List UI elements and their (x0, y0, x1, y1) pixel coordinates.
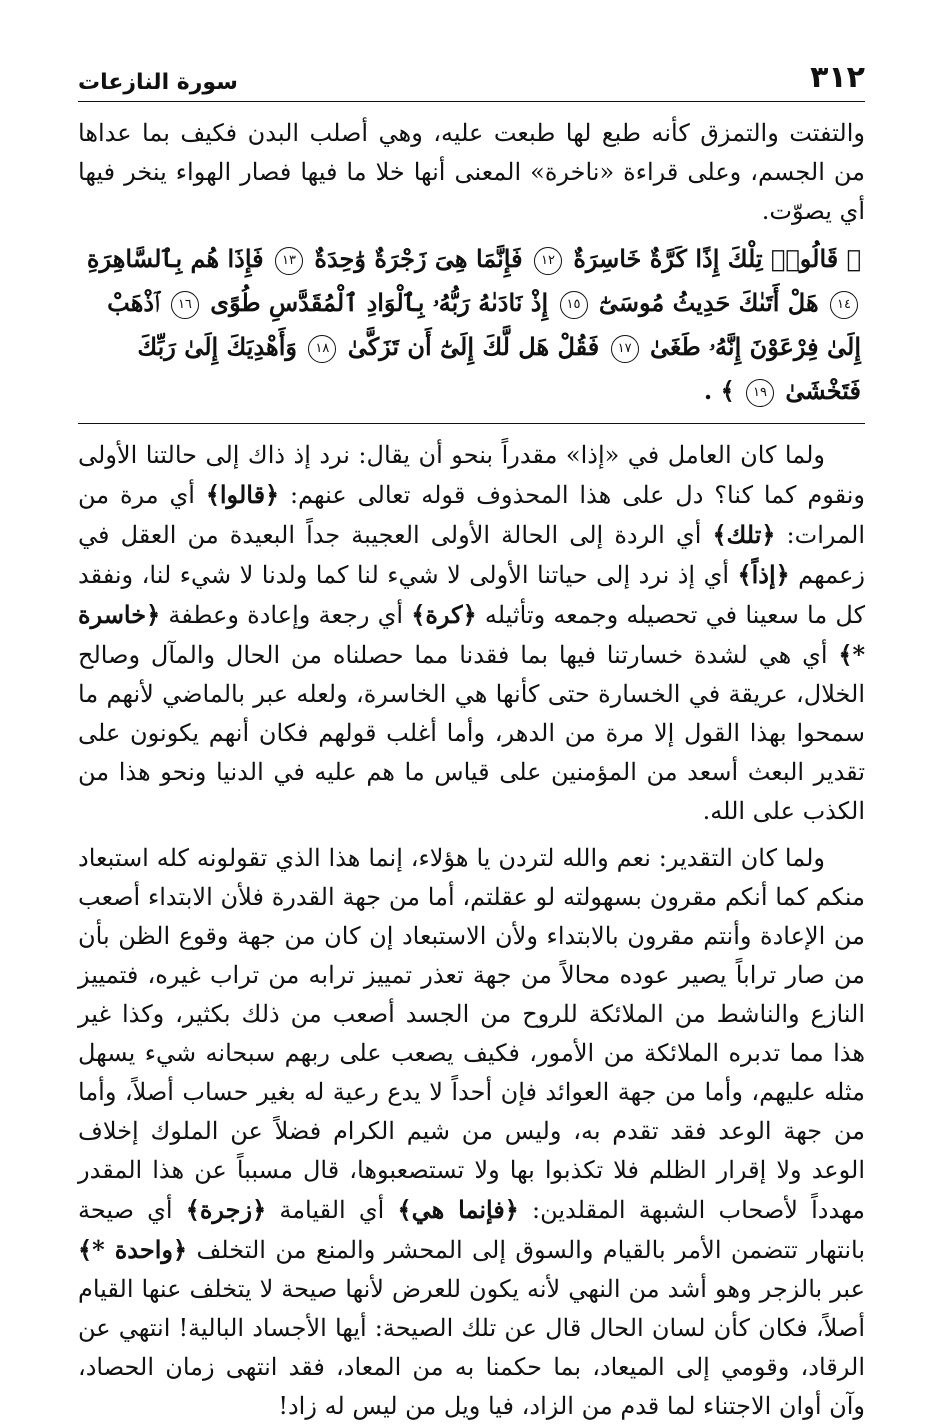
verse-text: إِذْ نَادَىٰهُ رَبُّهُۥ بِٱلْوَادِ ٱلْمُقَدَّسِ طُوًى (210, 288, 549, 317)
text-run: أي إذ نرد إلى حياتنا الأولى لا شيء لنا كما ولدنا لا شيء لنا، ونفقد كل ما سعينا في تحصيله وجمعه وتأثيله (78, 561, 865, 629)
verse-text: فَقُلْ هَل لَّكَ إِلَىٰٓ أَن تَزَكَّىٰ (347, 332, 600, 361)
verse-open-bracket: ﴿ (846, 244, 861, 273)
quoted-word: ﴿قالوا﴾ (205, 480, 280, 509)
text-run: أي رجعة وإعادة وعطفة (160, 601, 412, 629)
text-run: ولما كان التقدير: نعم والله لتردن يا هؤلاء، إنما هذا الذي تقولونه كله استبعاد منكم كما أنكم مقرون بسهولته لو عقلتم، أما من جهة القدرة فلأن الابتداء أصعب من الإعادة وأنتم مقرون بالابتداء ولأن الاستبعاد إن كان من جهة وقوع الظن بأن من صار تراباً يصير عوده محالاً من جهة تعذر تمييز ترابه من تراب غيره، فتمييز النازع والناشط من الملائكة للروح من الجسد أصعب من ذلك بكثير، وكذا غير هذا مما تدبره الملائكة من الأمور، فكيف يصعب على ربهم سبحانه شيء يسهل مثله عليهم، وأما من جهة العوائد فإن أحداً لا يدع رعية له بغير حساب أصلاً، وأما من جهة الوعد فقد تقدم به، وليس من شيم الكرام فضلاً عن الملوك إخلاف الوعد ولا إقرار الظلم فلا تكذبوا بها ولا تستصعبوها، قال مسبباً عن هذا المقدر مهدداً لأصحاب الشبهة المقلدين: (78, 844, 866, 1224)
verse-text: قَالُوا۟ تِلْكَ إِذًا كَرَّةٌ خَاسِرَةٌ (573, 244, 839, 273)
page-header (78, 60, 865, 102)
verse-text: ٱذْهَبْ إِلَىٰ فِرْعَوْنَ إِنَّهُۥ طَغَىٰ (107, 288, 861, 361)
intro-paragraph: والتفتت والتمزق كأنه طبع لها طبعت عليه، وهي أصلب البدن فكيف بما عداها من الجسم، وعلى قراءة «ناخرة» المعنى أنها خلا ما فيها فصار الهواء ينخر فيها أي يصوّت. (78, 119, 865, 225)
text-run: أي هي لشدة خسارتنا فيها بما فقدنا مما حصلناه من الحال والمآل وصالح الخلال، عريقة في الخسارة حتى كأنها هي الخاسرة، ولعله عبر بالماضي لأنهم ما سمحوا بهذا القول إلا مرة من الدهر، وأما أغلب قولهم فكان أنهم يكونون على تقدير البعث أسعد من المؤمنين على قياس ما هم عليه في الدنيا ونحو هذا من الكذب على الله. (78, 641, 865, 825)
commentary-paragraph-1 (78, 436, 865, 831)
text-run: أي الردة إلى الحالة الأولى العجيبة جداً البعيدة من العقل في زعمهم (78, 521, 865, 589)
text-run: ولما كان العامل في «إذا» مقدراً بنحو أن يقال: نرد إذ ذاك إلى حالتنا الأولى ونقوم كما كنا؟ دل على هذا المحذوف قوله تعالى عنهم: (78, 441, 865, 509)
verse-number: ١٧ (611, 335, 639, 363)
text-run: أي القيامة (266, 1196, 398, 1224)
quran-verses (78, 235, 865, 424)
quoted-word: ﴿زجرة﴾ (185, 1195, 267, 1224)
verse-number: ١٣ (275, 247, 303, 275)
quoted-word: ﴿واحدة *﴾ (78, 1235, 188, 1264)
text-run: أي مرة من المرات: (78, 481, 865, 549)
quoted-word: ﴿إذاً﴾ (737, 560, 790, 589)
verse-number: ١٢ (534, 247, 562, 275)
verse-number: ١٨ (308, 335, 336, 363)
verse-number: ١٦ (171, 291, 199, 319)
quoted-word: ﴿خاسرة *﴾ (78, 600, 865, 669)
text-run: أي صيحة بانتهار تتضمن الأمر بالقيام والسوق إلى المحشر والمنع من التخلف (78, 1196, 866, 1264)
verse-number: ١٩ (746, 379, 774, 407)
quoted-word: ﴿كرة﴾ (411, 600, 477, 629)
verse-close-bracket: ﴾ . (703, 376, 735, 405)
quoted-word: ﴿فإنما هي﴾ (397, 1195, 519, 1224)
commentary-paragraph-2 (78, 839, 865, 1426)
verse-text: فَإِذَا هُم بِٱلسَّاهِرَةِ (86, 244, 264, 273)
quoted-word: ﴿تلك﴾ (712, 520, 776, 549)
surah-title: سورة النازعات (78, 70, 238, 95)
verse-text: فَإِنَّمَا هِىَ زَجْرَةٌ وَٰحِدَةٌ (314, 244, 523, 273)
page-number: ٣١٢ (810, 60, 865, 95)
verse-number: ١٥ (560, 291, 588, 319)
verse-text: وَأَهْدِيَكَ إِلَىٰ رَبِّكَ فَتَخْشَىٰ (137, 332, 861, 405)
verse-number: ١٤ (830, 291, 858, 319)
verse-text: هَلْ أَتَىٰكَ حَدِيثُ مُوسَىٰٓ (598, 288, 819, 317)
text-run: عبر بالزجر وهو أشد من النهي لأنه يكون للعرض لأنها صيحة لا يتخلف عنها القيام أصلاً، فكان كأن لسان الحال قال عن تلك الصيحة: أيها الأجساد البالية! انتهي عن الرقاد، وقومي إلى الميعاد، بما حكمنا به من المعاد، فقد انتهى زمان الحصاد، وآن أوان الاجتناء لما قدم من الزاد، فيا ويل من ليس له زاد! (78, 1275, 865, 1420)
